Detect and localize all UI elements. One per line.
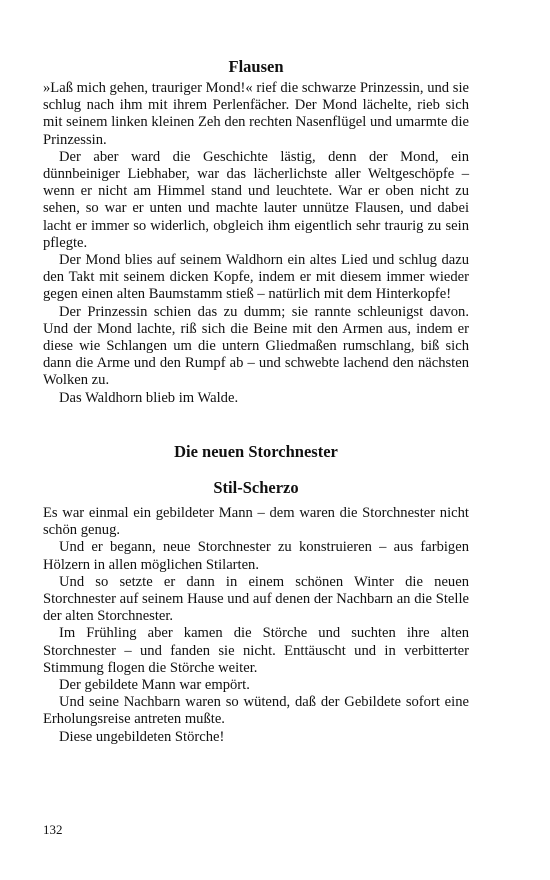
story-body-storchnester	[43, 505, 469, 746]
paragraph: Im Frühling aber kamen die Störche und suchten ihre alten Storchnester – und fanden sie nicht. Enttäuscht und in verbitterter Stimmung flogen die Störche weiter.	[43, 625, 469, 676]
paragraph: Und seine Nachbarn waren so wütend, daß der Gebildete sofort eine Erholungsreise antreten mußte.	[43, 694, 469, 728]
paragraph: Und so setzte er dann in einem schönen Winter die neuen Storchnester auf seinem Hause und auf denen der Nachbarn an die Stelle der alten Storchnester.	[43, 573, 469, 625]
paragraph: Diese ungebildeten Störche!	[59, 728, 225, 745]
story-title-flausen: Flausen	[228, 57, 284, 76]
paragraph: Es war einmal ein gebildeter Mann – dem waren die Storchnester nicht schön genug.	[43, 505, 469, 539]
paragraph: »Laß mich gehen, trauriger Mond!« rief die schwarze Prinzessin, und sie schlug nach ihm mit ihrem Perlenfächer. Der Mond lächelte, rieb sich mit seinem linken kleinen Zeh den rechten Nasenflügel und umarmte die Prinzessin.	[43, 80, 469, 148]
story-title-storchnester: Die neuen Storchnester	[174, 442, 338, 461]
paragraph: Das Waldhorn blieb im Walde.	[59, 389, 239, 406]
paragraph: Und er begann, neue Storchnester zu konstruieren – aus farbigen Hölzern in allen möglichen Stilarten.	[43, 539, 469, 573]
paragraph: Der Prinzessin schien das zu dumm; sie rannte schleunigst davon. Und der Mond lachte, riß sich die Beine mit den Armen aus, indem er diese wie Schlangen um die untern Gliedmaßen rumschlang, biß sich dann die Arme und den Rumpf ab – und schwebte lachend den nächsten Wolken zu.	[43, 303, 469, 389]
paragraph: Der Mond blies auf seinem Waldhorn ein altes Lied und schlug dazu den Takt mit seinem dicken Kopfe, indem er mit diesem immer wieder gegen einen alten Baumstamm stieß – natürlich mit dem Hinterkopfe!	[43, 252, 469, 303]
story-body-flausen	[43, 80, 469, 407]
paragraph: Der aber ward die Geschichte lästig, denn der Mond, ein dünnbeiniger Liebhaber, war das lächerlichste aller Weltgeschöpfe – wenn er nicht am Himmel stand und leuchtete. War er oben nicht zu sehen, so war er unten und machte lauter unnütze Flausen, und dabei lacht er immer so widerlich, obgleich ihm eigentlich sehr traurig zu sein pflegte.	[43, 148, 469, 251]
page-number: 132	[43, 822, 63, 837]
story-subtitle: Stil-Scherzo	[213, 478, 299, 497]
paragraph: Der gebildete Mann war empört.	[59, 677, 250, 694]
